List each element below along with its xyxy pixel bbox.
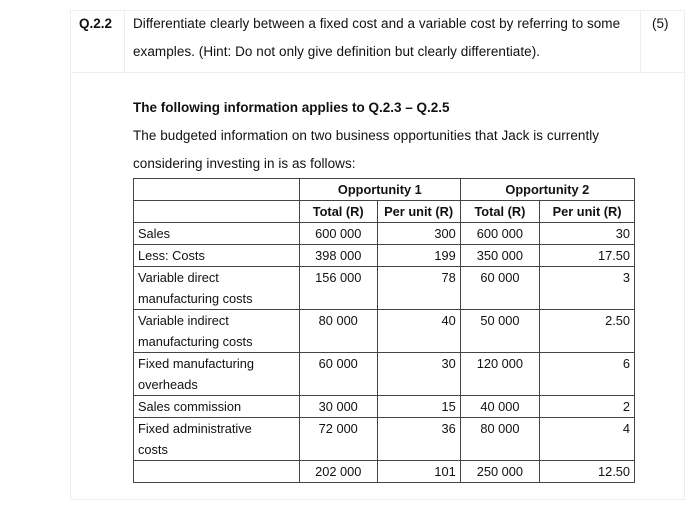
o1-unit-value: 300 [377, 223, 460, 245]
row-label-line-2: costs [138, 442, 168, 457]
row-label [134, 418, 300, 461]
table-group-header-row [134, 179, 635, 201]
o1-total-value: 72 000 [299, 418, 377, 461]
group-header-opportunity-1: Opportunity 1 [299, 179, 460, 201]
table-row [134, 418, 635, 461]
sub-header-o2-total: Total (R) [460, 201, 539, 223]
table-cell [134, 179, 300, 201]
table-sub-header-row [134, 201, 635, 223]
row-label-line-1: Fixed manufacturing [138, 356, 254, 371]
o1-unit-value: 36 [377, 418, 460, 461]
o2-total-value: 50 000 [460, 310, 539, 353]
o2-total-value: 60 000 [460, 267, 539, 310]
row-label-line-2: manufacturing costs [138, 291, 253, 306]
o1-total-value: 60 000 [299, 353, 377, 396]
o1-unit-value: 30 [377, 353, 460, 396]
o1-total-value: 30 000 [299, 396, 377, 418]
table-row [134, 245, 635, 267]
info-text-line-1: The budgeted information on two business opportunities that Jack is currently [133, 128, 600, 143]
o1-unit-value: 101 [377, 461, 460, 483]
question-marks: (5) [652, 16, 669, 31]
o2-unit-value: 12.50 [540, 461, 635, 483]
sub-header-o1-total: Total (R) [299, 201, 377, 223]
column-divider [640, 10, 641, 72]
o2-total-value: 350 000 [460, 245, 539, 267]
o1-total-value: 600 000 [299, 223, 377, 245]
o1-unit-value: 40 [377, 310, 460, 353]
o1-unit-value: 15 [377, 396, 460, 418]
o2-unit-value: 17.50 [540, 245, 635, 267]
o1-total-value: 202 000 [299, 461, 377, 483]
o1-unit-value: 199 [377, 245, 460, 267]
o2-total-value: 120 000 [460, 353, 539, 396]
sub-header-o2-unit: Per unit (R) [540, 201, 635, 223]
row-label: Less: Costs [134, 245, 300, 267]
o1-total-value: 80 000 [299, 310, 377, 353]
row-label [134, 310, 300, 353]
sub-header-o1-unit: Per unit (R) [377, 201, 460, 223]
o2-unit-value: 4 [540, 418, 635, 461]
o1-unit-value: 78 [377, 267, 460, 310]
o2-total-value: 600 000 [460, 223, 539, 245]
column-divider [124, 10, 125, 72]
o2-unit-value: 3 [540, 267, 635, 310]
question-text-line-1: Differentiate clearly between a fixed cost and a variable cost by referring to some [133, 16, 621, 31]
row-label-line-1: Variable indirect [138, 313, 229, 328]
info-heading: The following information applies to Q.2.3 – Q.2.5 [133, 100, 450, 115]
o2-total-value: 80 000 [460, 418, 539, 461]
o2-unit-value: 6 [540, 353, 635, 396]
question-text-line-2: examples. (Hint: Do not only give definition but clearly differentiate). [133, 44, 541, 59]
o1-total-value: 156 000 [299, 267, 377, 310]
table-cell [134, 201, 300, 223]
row-label-line-2: manufacturing costs [138, 334, 253, 349]
o2-unit-value: 2.50 [540, 310, 635, 353]
table-row [134, 267, 635, 310]
row-label [134, 267, 300, 310]
o2-unit-value: 2 [540, 396, 635, 418]
row-label: Sales [134, 223, 300, 245]
info-text-line-2: considering investing in is as follows: [133, 156, 356, 171]
row-label-line-2: overheads [138, 377, 198, 392]
row-label [134, 461, 300, 483]
table-row [134, 396, 635, 418]
o2-total-value: 40 000 [460, 396, 539, 418]
o2-unit-value: 30 [540, 223, 635, 245]
question-number: Q.2.2 [79, 16, 113, 31]
budget-table [133, 178, 635, 483]
row-label-line-1: Variable direct [138, 270, 219, 285]
o1-total-value: 398 000 [299, 245, 377, 267]
row-divider [70, 72, 685, 73]
table-row [134, 353, 635, 396]
row-label: Sales commission [134, 396, 300, 418]
row-label [134, 353, 300, 396]
o2-total-value: 250 000 [460, 461, 539, 483]
table-row [134, 223, 635, 245]
table-total-row [134, 461, 635, 483]
table-row [134, 310, 635, 353]
group-header-opportunity-2: Opportunity 2 [460, 179, 634, 201]
row-label-line-1: Fixed administrative [138, 421, 252, 436]
